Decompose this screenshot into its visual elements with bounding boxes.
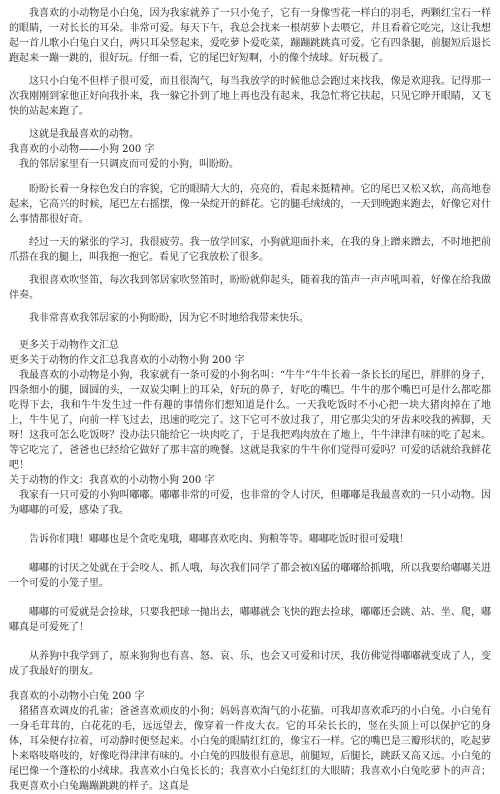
paragraph-dog-appearance: 盼盼长着一身棕色发白的容貌，它的眼睛大大的，亮亮的，看起来挺精神。它的尾巴又松又软，高高地卷起来，它高兴的时候，尾巴左右摇摆，像一朵绽开的鲜花。它的腿毛绒绒的，一天到晚跑来跑去，好像它对什么事情都很好奇。 [9,184,491,225]
paragraph-dudu-greedy: 告诉你们哦！嘟嘟也是个贪吃鬼哦，嘟嘟喜欢吃肉、狗粮等等。嘟嘟吃饭时很可爱哦！ [29,534,409,545]
paragraph-rabbit-intro: 我喜欢的小动物是小白兔，因为我家就养了一只小兔子，它有一身像雪花一样白的羽毛，两颗红宝石一样的眼睛，一对长长的耳朵。非常可爱。每天下午，我总会找来一根胡萝卜去喂它，并且看着它吃完，这让我想起一首儿歌小白兔白又白，两只耳朵竖起来，爱吃萝卜爱吃菜，蹦蹦跳跳真可爱。它有四条腿，前腿短后退长跑起来一蹦一跳的，很好玩。仔细一看，它的尾巴好短啊，小的像个绒球。好玩极了。 [9,8,491,64]
paragraph-dudu-conclusion: 从养狗中我学到了，原来狗狗也有喜、怒、哀、乐，也会又可爱和讨厌，我仿佛觉得嘟嘟就变成了人，变成了我最好的朋友。 [9,651,491,677]
paragraph-rabbit-naughty: 这只小白兔不但样子很可爱，而且很淘气，每当我放学的时候他总会跑过来找我，像是欢迎我。记得那一次我刚刚到家他正好向我扑来，我一躲它扑到了地上再也没有起来，我急忙将它扶起，只见它睁开眼睛，又飞快的站起来跑了。 [9,76,491,117]
paragraph-dudu-intro: 我家有一只可爱的小狗叫嘟嘟。嘟嘟非常的可爱，也非常的令人讨厌，但嘟嘟是我最喜欢的一只小动物。因为嘟嘟的可爱，感染了我。 [9,490,491,516]
section-title-niuniu: 更多关于动物的作文汇总我喜欢的小动物小狗 200 字 [9,355,245,366]
heading-more-essays: 更多关于动物作文汇总 [19,340,119,351]
section-title-dog: 我喜欢的小动物——小狗 200 字 [9,144,155,155]
section-title-white-rabbit: 我喜欢的小动物小白兔 200 字 [9,691,145,702]
paragraph-dog-intro: 我的邻居家里有一只调皮而可爱的小狗，叫盼盼。 [19,159,239,170]
paragraph-dudu-annoying: 嘟嘟的讨厌之处就在于会咬人、抓人哦，每次我们同学了都会被凶猛的嘟嘟给抓哦，所以我要给嘟嘟关进一个可爱的小笼子里。 [9,563,491,589]
paragraph-niuniu: 我最喜欢的小动物是小狗，我家就有一条可爱的小狗名叫：“牛牛”牛牛长着一条长长的尾巴，胖胖的身子，四条细小的腿，圆圆的头，一双炭尖啊上的耳朵，好玩的鼻子，好吃的嘴巴。牛牛的那个嘴巴可是什么都吃都吃得下去，我和牛牛发生过一件有趣的事情你们想知道是什么。一天我吃饭时不小心把一块大猪肉掉在了地上，牛牛见了，向前一样飞过去，迅速的吃完了。这下它可不放过我了，用它那尖尖的牙齿来咬我的裤脚，天呀！这我可怎么吃饭呀？没办法只能给它一块肉吃了，于是我把鸡肉放在了地上，牛牛津津有味的吃了起来。等它吃完了，爸爸也已经给它做好了那丰富的晚餐。这就是我家的牛牛你们觉得可爱吗？可爱的话就给我鲜花吧！ [9,370,491,471]
paragraph-rabbit-conclusion: 这就是我最喜欢的动物。 [29,129,139,140]
paragraph-dudu-cute: 嘟嘟的可爱就是会捡球，只要我把球一抛出去，嘟嘟就会飞快的跑去捡球，嘟嘟还会跳、站、坐、爬，嘟嘟真是可爱死了！ [9,607,491,633]
paragraph-dog-conclusion: 我非常喜欢我邻居家的小狗盼盼，因为它不时地给我带来快乐。 [29,313,309,324]
paragraph-white-rabbit: 猪猪喜欢调皮的孔雀；爸爸喜欢顽皮的小狗；妈妈喜欢淘气的小花猫。可我却喜欢乖巧的小白兔。小白兔有一身毛茸茸的，白花花的毛，远远望去，像穿着一件皮大衣。它的耳朵长长的，竖在头顶上可以保护它的身体，耳朵便存拉着，可动静时便竖起来。小白兔的眼睛红红的，像宝石一样。它的嘴巴是三瓣形状的，吃起萝卜来咯吱咯吱的，好像吃得津津有味的。小白兔的四肢很有意思，前腿短，后腿长，跳跃又高又远。小白兔的尾巴像一个蓬松的小绒球。我喜欢小白兔长长的；我喜欢小白兔红红的大眼睛；我喜欢小白兔吃萝卜的声音；我更喜欢小白兔蹦蹦跳跳的样子。这真是 [9,706,491,792]
paragraph-dog-flute: 我很喜欢吹竖笛，每次我到邻居家吹竖笛时，盼盼就仰起头，随着我的笛声一声声吼叫着，好像在给我做伴奏。 [9,275,491,301]
section-title-dudu: 关于动物的作文：我喜欢的小动物小狗 200 字 [9,475,215,486]
paragraph-dog-welcome: 经过一天的紧张的学习，我很疲劳。我一放学回家，小狗就迎面扑来，在我的身上蹭来蹭去，不时地把前爪搭在我的腿上，叫我抱一抱它。看见了它我放松了很多。 [9,237,491,263]
